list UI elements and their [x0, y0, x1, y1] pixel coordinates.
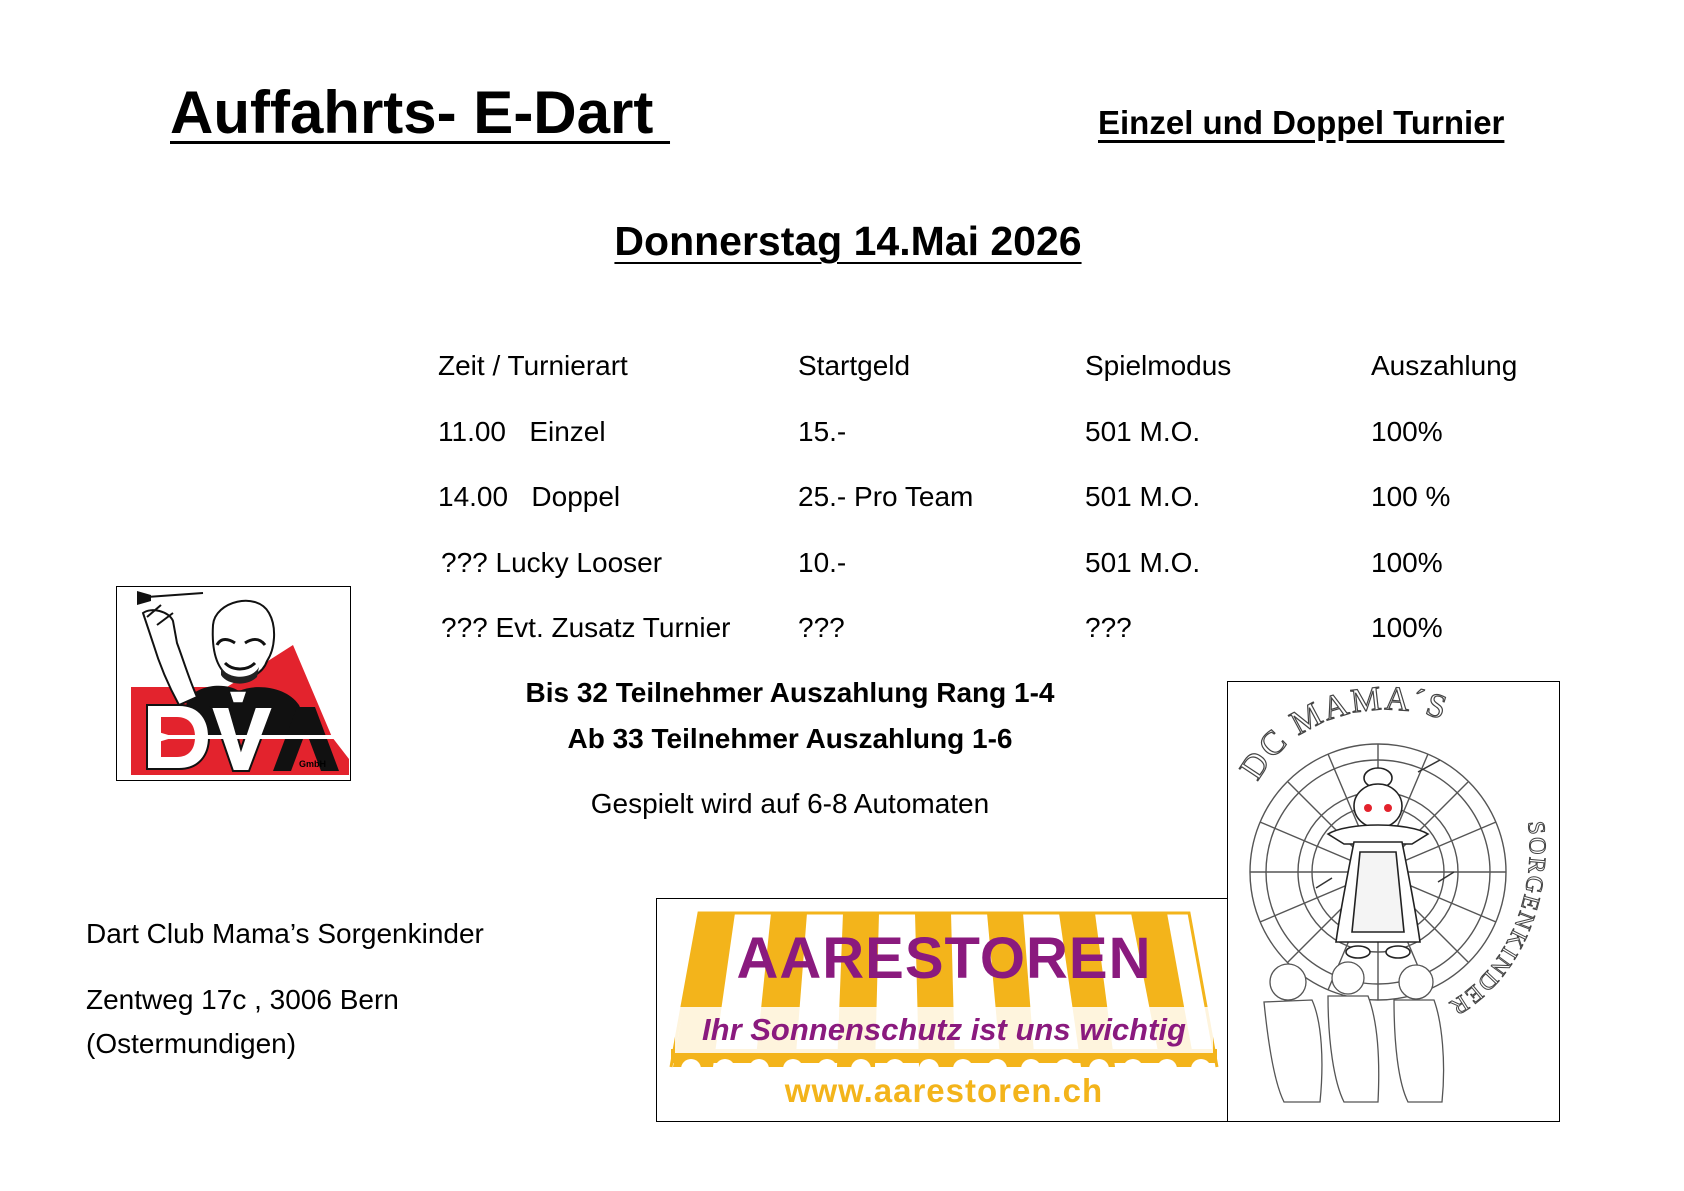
- aarestoren-slogan: Ihr Sonnenschutz ist uns wichtig: [702, 1012, 1186, 1047]
- table-cell: 501 M.O.: [1085, 416, 1201, 447]
- table-cell: ???: [1085, 612, 1132, 643]
- table-cell: ??? Evt. Zusatz Turnier: [441, 612, 731, 643]
- table-cell: 11.00 Einzel: [438, 416, 606, 447]
- aarestoren-logo: [656, 898, 1232, 1122]
- table-cell: 14.00 Doppel: [438, 481, 621, 512]
- table-cell: 501 M.O.: [1085, 547, 1201, 578]
- table-cell: ??? Lucky Looser: [441, 547, 663, 578]
- table-cell: 100%: [1371, 547, 1443, 578]
- table-cell: 15.-: [798, 416, 847, 447]
- table-header-cell: Zeit / Turnierart: [438, 350, 628, 381]
- club-name: Dart Club Mama’s Sorgenkinder: [86, 918, 484, 949]
- aarestoren-title: AARESTOREN: [736, 926, 1152, 991]
- payout-note-1: Bis 32 Teilnehmer Auszahlung Rang 1-4: [525, 677, 1055, 708]
- club-district: (Ostermundigen): [86, 1028, 297, 1059]
- dva-gmbh-label: GmbH: [299, 759, 326, 769]
- table-cell: 10.-: [798, 547, 847, 578]
- table-cell: 100%: [1371, 416, 1443, 447]
- page-subtitle: Einzel und Doppel Turnier: [1098, 104, 1505, 141]
- table-cell: ???: [798, 612, 845, 643]
- logo-arc-side-text: SORGENKINDER: [1443, 819, 1550, 1021]
- logo-arc-top-text: DC MAMA´S: [1233, 682, 1453, 787]
- club-address: Zentweg 17c , 3006 Bern: [86, 984, 399, 1015]
- event-date: Donnerstag 14.Mai 2026: [614, 218, 1082, 264]
- dartboard-mama-logo-icon: [1228, 682, 1559, 1121]
- table-cell: 501 M.O.: [1085, 481, 1201, 512]
- dva-logo: [116, 586, 351, 781]
- table-cell: 25.- Pro Team: [798, 481, 974, 512]
- table-header-cell: Startgeld: [798, 350, 911, 381]
- table-header-cell: Spielmodus: [1085, 350, 1232, 381]
- dc-mamas-logo: [1227, 681, 1560, 1122]
- page-title: Auffahrts- E-Dart: [170, 79, 671, 146]
- aarestoren-url: www.aarestoren.ch: [784, 1072, 1104, 1109]
- table-cell: 100 %: [1371, 481, 1451, 512]
- machines-note: Gespielt wird auf 6-8 Automaten: [590, 788, 990, 819]
- payout-note-2: Ab 33 Teilnehmer Auszahlung 1-6: [567, 723, 1013, 754]
- table-cell: 100%: [1371, 612, 1443, 643]
- dart-player-logo-icon: [117, 587, 350, 780]
- table-header-cell: Auszahlung: [1371, 350, 1518, 381]
